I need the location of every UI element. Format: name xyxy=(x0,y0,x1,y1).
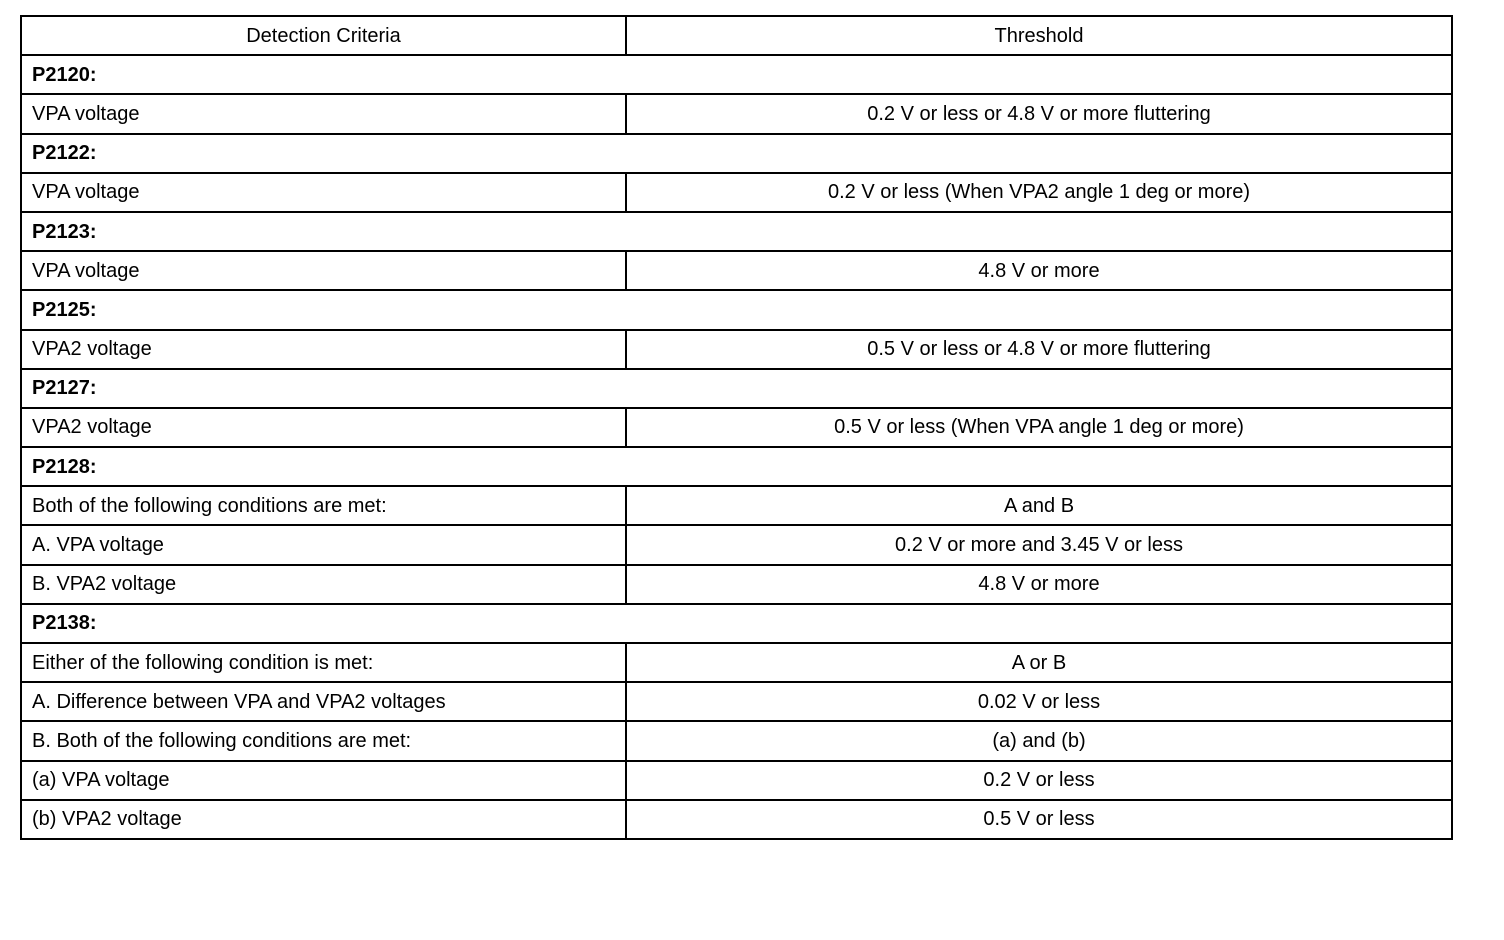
criteria-cell: A. VPA voltage xyxy=(21,525,626,564)
threshold-cell: 0.5 V or less (When VPA angle 1 deg or more) xyxy=(626,408,1452,447)
table-row xyxy=(21,486,1452,525)
table-row xyxy=(21,251,1452,290)
criteria-cell: VPA voltage xyxy=(21,94,626,133)
table-row xyxy=(21,330,1452,369)
dtc-code-row xyxy=(21,212,1452,251)
dtc-code-label: P2122: xyxy=(21,134,1452,173)
table-row xyxy=(21,761,1452,800)
table-row xyxy=(21,173,1452,212)
threshold-cell: 0.2 V or less (When VPA2 angle 1 deg or more) xyxy=(626,173,1452,212)
table-row xyxy=(21,721,1452,760)
threshold-cell: A and B xyxy=(626,486,1452,525)
threshold-cell: 0.2 V or more and 3.45 V or less xyxy=(626,525,1452,564)
threshold-cell: 0.5 V or less xyxy=(626,800,1452,839)
dtc-code-label: P2125: xyxy=(21,290,1452,329)
criteria-cell: B. VPA2 voltage xyxy=(21,565,626,604)
table-body xyxy=(21,55,1452,839)
table-row xyxy=(21,408,1452,447)
table-row xyxy=(21,525,1452,564)
header-detection-criteria: Detection Criteria xyxy=(21,16,626,55)
dtc-code-label: P2123: xyxy=(21,212,1452,251)
header-threshold: Threshold xyxy=(626,16,1452,55)
criteria-cell: Both of the following conditions are met: xyxy=(21,486,626,525)
threshold-cell: A or B xyxy=(626,643,1452,682)
table-row xyxy=(21,682,1452,721)
table-row xyxy=(21,565,1452,604)
dtc-code-row xyxy=(21,369,1452,408)
table-row xyxy=(21,800,1452,839)
criteria-cell: (b) VPA2 voltage xyxy=(21,800,626,839)
dtc-code-row xyxy=(21,447,1452,486)
criteria-cell: (a) VPA voltage xyxy=(21,761,626,800)
criteria-cell: VPA voltage xyxy=(21,251,626,290)
criteria-cell: VPA2 voltage xyxy=(21,408,626,447)
table-header-row xyxy=(21,16,1452,55)
threshold-cell: 0.02 V or less xyxy=(626,682,1452,721)
criteria-cell: B. Both of the following conditions are met: xyxy=(21,721,626,760)
dtc-code-row xyxy=(21,290,1452,329)
table-row xyxy=(21,643,1452,682)
threshold-cell: 0.2 V or less xyxy=(626,761,1452,800)
dtc-code-label: P2128: xyxy=(21,447,1452,486)
table-row xyxy=(21,94,1452,133)
detection-criteria-table xyxy=(20,15,1453,840)
criteria-cell: A. Difference between VPA and VPA2 voltages xyxy=(21,682,626,721)
threshold-cell: 4.8 V or more xyxy=(626,251,1452,290)
threshold-cell: 4.8 V or more xyxy=(626,565,1452,604)
threshold-cell: (a) and (b) xyxy=(626,721,1452,760)
dtc-code-label: P2138: xyxy=(21,604,1452,643)
dtc-code-row xyxy=(21,134,1452,173)
dtc-code-row xyxy=(21,604,1452,643)
criteria-cell: Either of the following condition is met: xyxy=(21,643,626,682)
criteria-cell: VPA2 voltage xyxy=(21,330,626,369)
threshold-cell: 0.5 V or less or 4.8 V or more fluttering xyxy=(626,330,1452,369)
dtc-code-row xyxy=(21,55,1452,94)
dtc-code-label: P2127: xyxy=(21,369,1452,408)
dtc-code-label: P2120: xyxy=(21,55,1452,94)
criteria-cell: VPA voltage xyxy=(21,173,626,212)
threshold-cell: 0.2 V or less or 4.8 V or more fluttering xyxy=(626,94,1452,133)
